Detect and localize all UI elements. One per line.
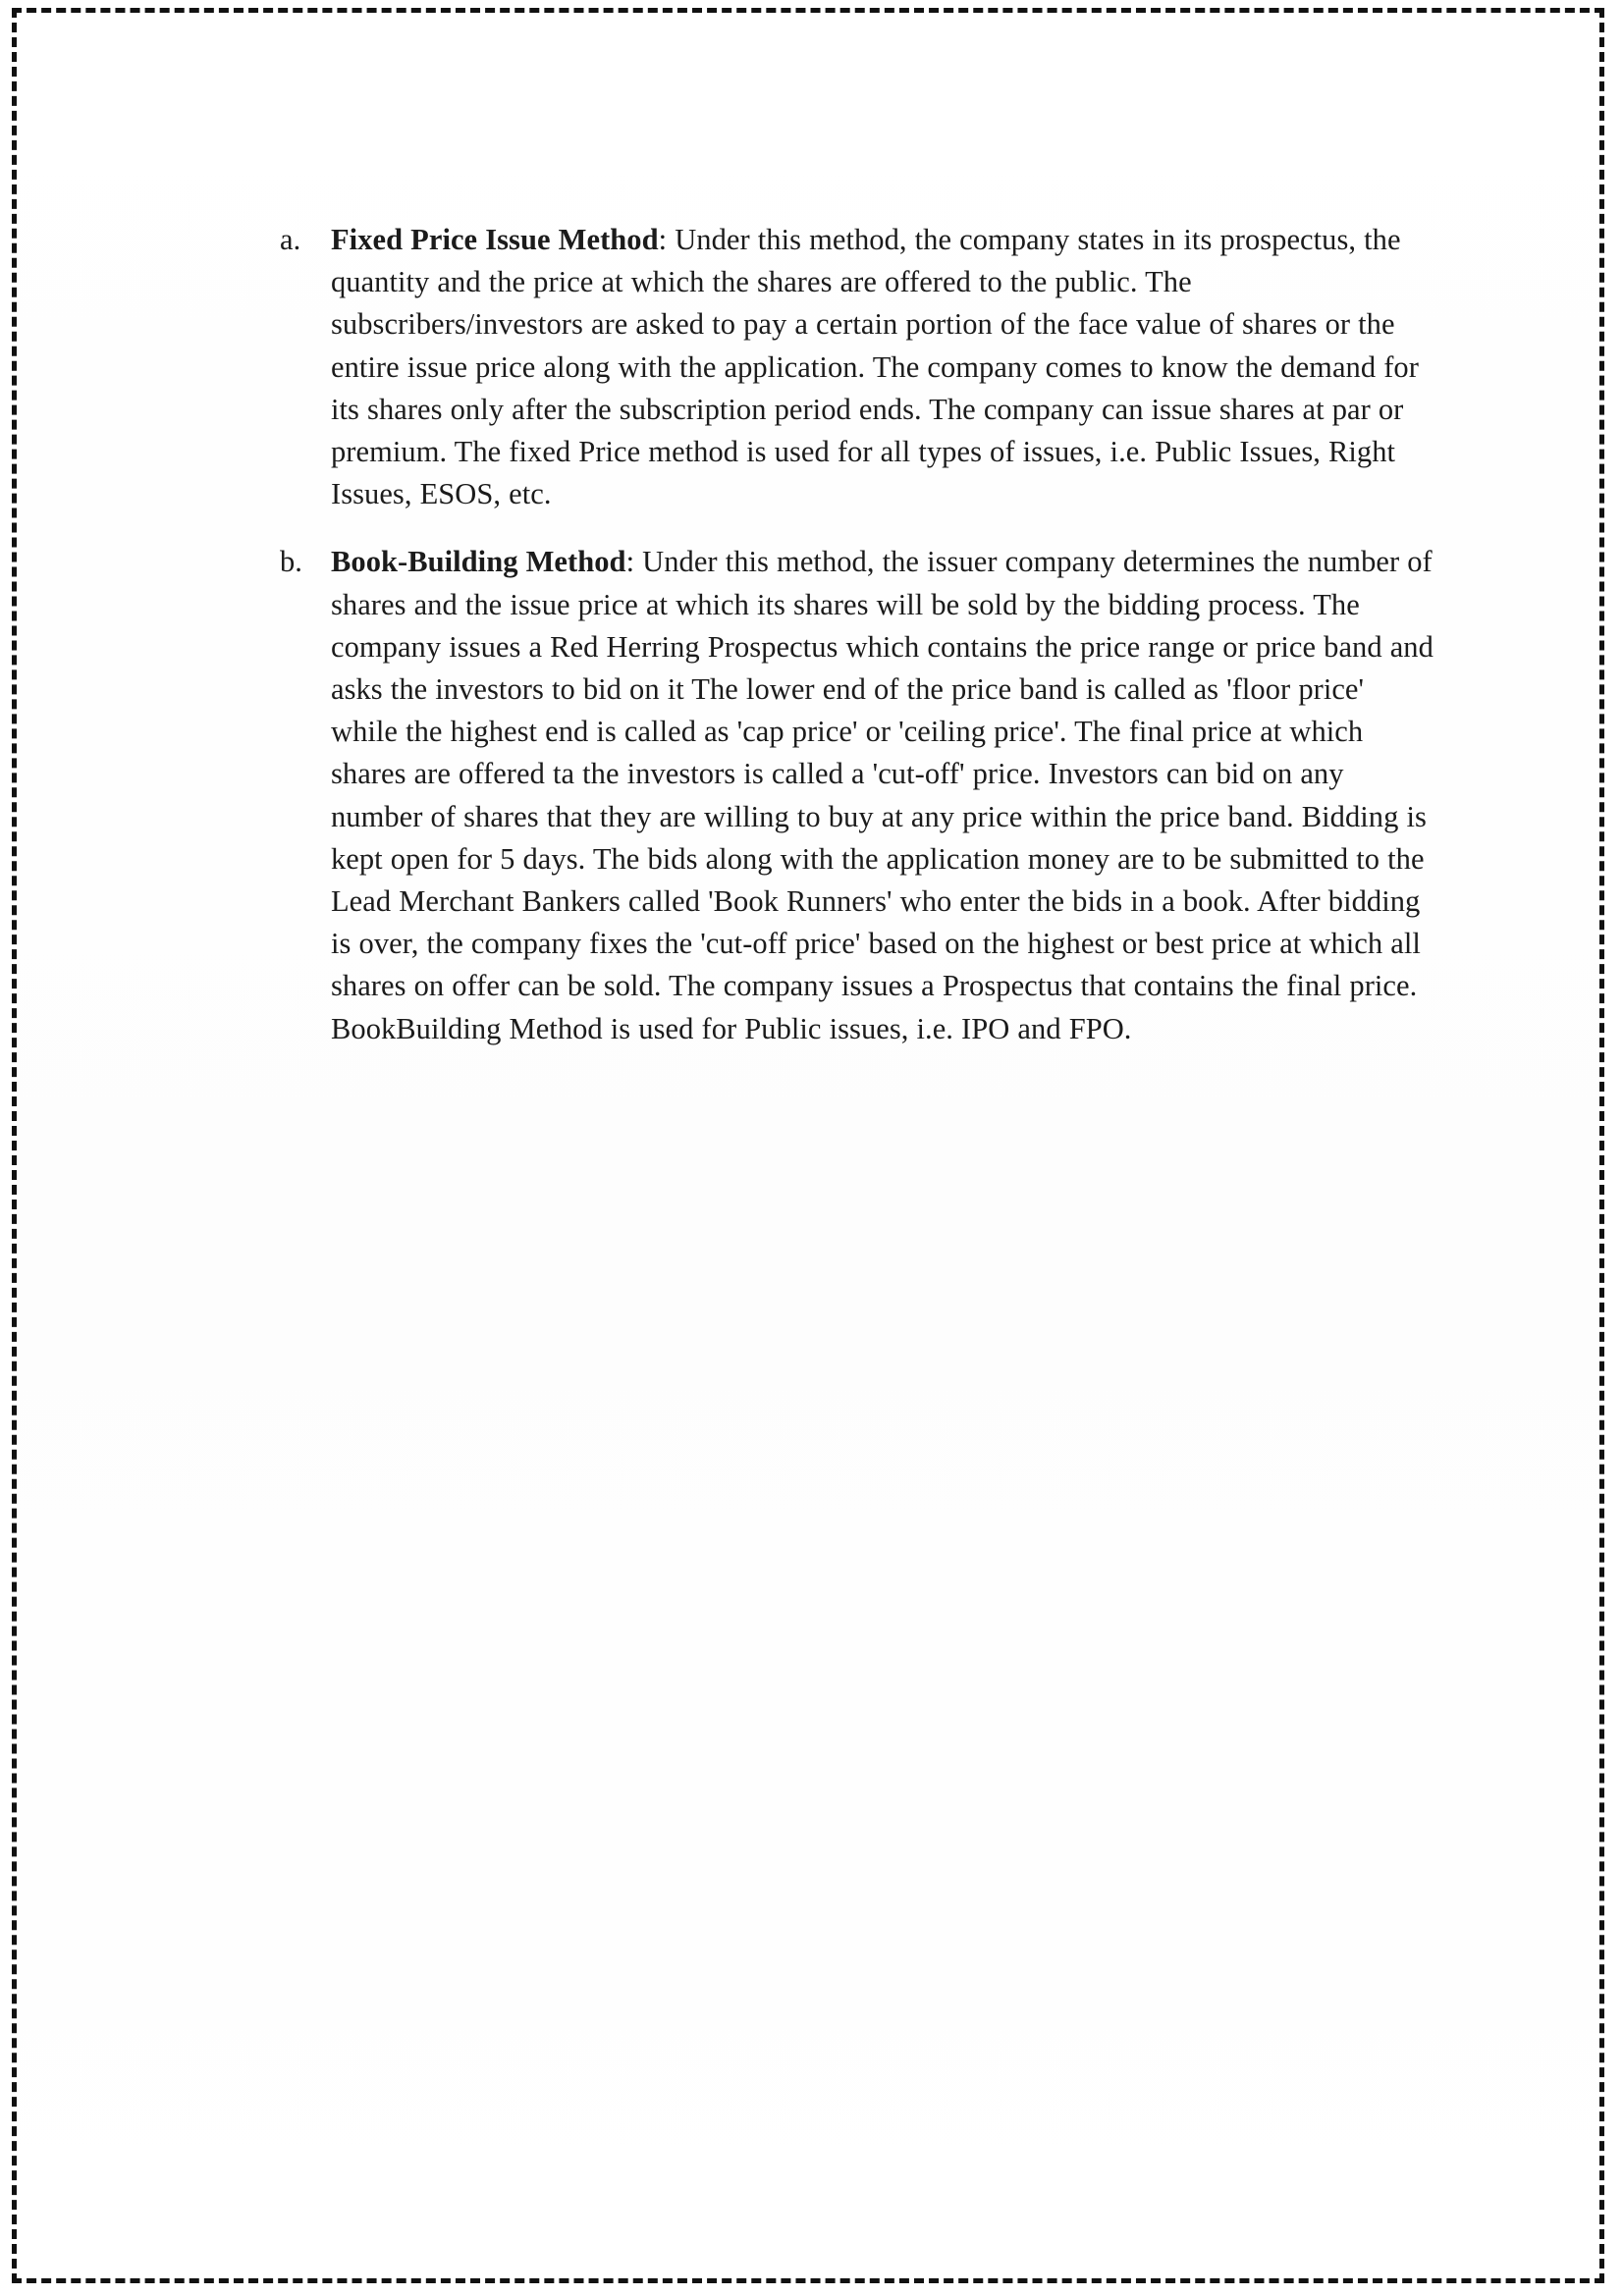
item-a-body: Under this method, the company states in its prospectus, the quantity and the price at which the shares are offered to the public. The subscribers/investors are asked to pay a certain portion of the face value of shares or the entire issue price along with the application. The company comes to know the demand for its shares only after the subscription period ends. The company can issue shares at par or premium. The fixed Price method is used for all types of issues, i.e. Public Issues, Right Issues, ESOS, etc. [331, 223, 1419, 511]
item-b-heading-colon: : [625, 545, 635, 579]
list-item [258, 541, 1436, 1049]
document-content [258, 219, 1436, 1050]
item-b-heading: Book-Building Method [331, 545, 626, 579]
item-b-body: Under this method, the issuer company determines the number of shares and the issue price at which its shares will be sold by the bidding process. The company issues a Red Herring Prospectus which contains the price range or price band and asks the investors to bid on it The lower end of the price band is called as 'floor price' while the highest end is called as 'cap price' or 'ceiling price'. The final price at which shares are offered ta the investors is called a 'cut-off' price. Investors can bid on any number of shares that they are willing to buy at any price within the price band. Bidding is kept open for 5 days. The bids along with the application money are to be submitted to the Lead Merchant Bankers called 'Book Runners' who enter the bids in a book. After bidding is over, the company fixes the 'cut-off price' based on the highest or best price at which all shares on offer can be sold. The company issues a Prospectus that contains the final price. BookBuilding Method is used for Public issues, i.e. IPO and FPO. [331, 545, 1434, 1045]
item-a-heading-colon: : [658, 223, 668, 256]
scanned-page-border [12, 8, 1604, 2283]
list-item [258, 219, 1436, 515]
list-marker-a: a. [280, 223, 301, 256]
item-a-heading: Fixed Price Issue Method [331, 223, 659, 256]
lettered-list [258, 219, 1436, 1050]
list-marker-b: b. [280, 545, 302, 579]
